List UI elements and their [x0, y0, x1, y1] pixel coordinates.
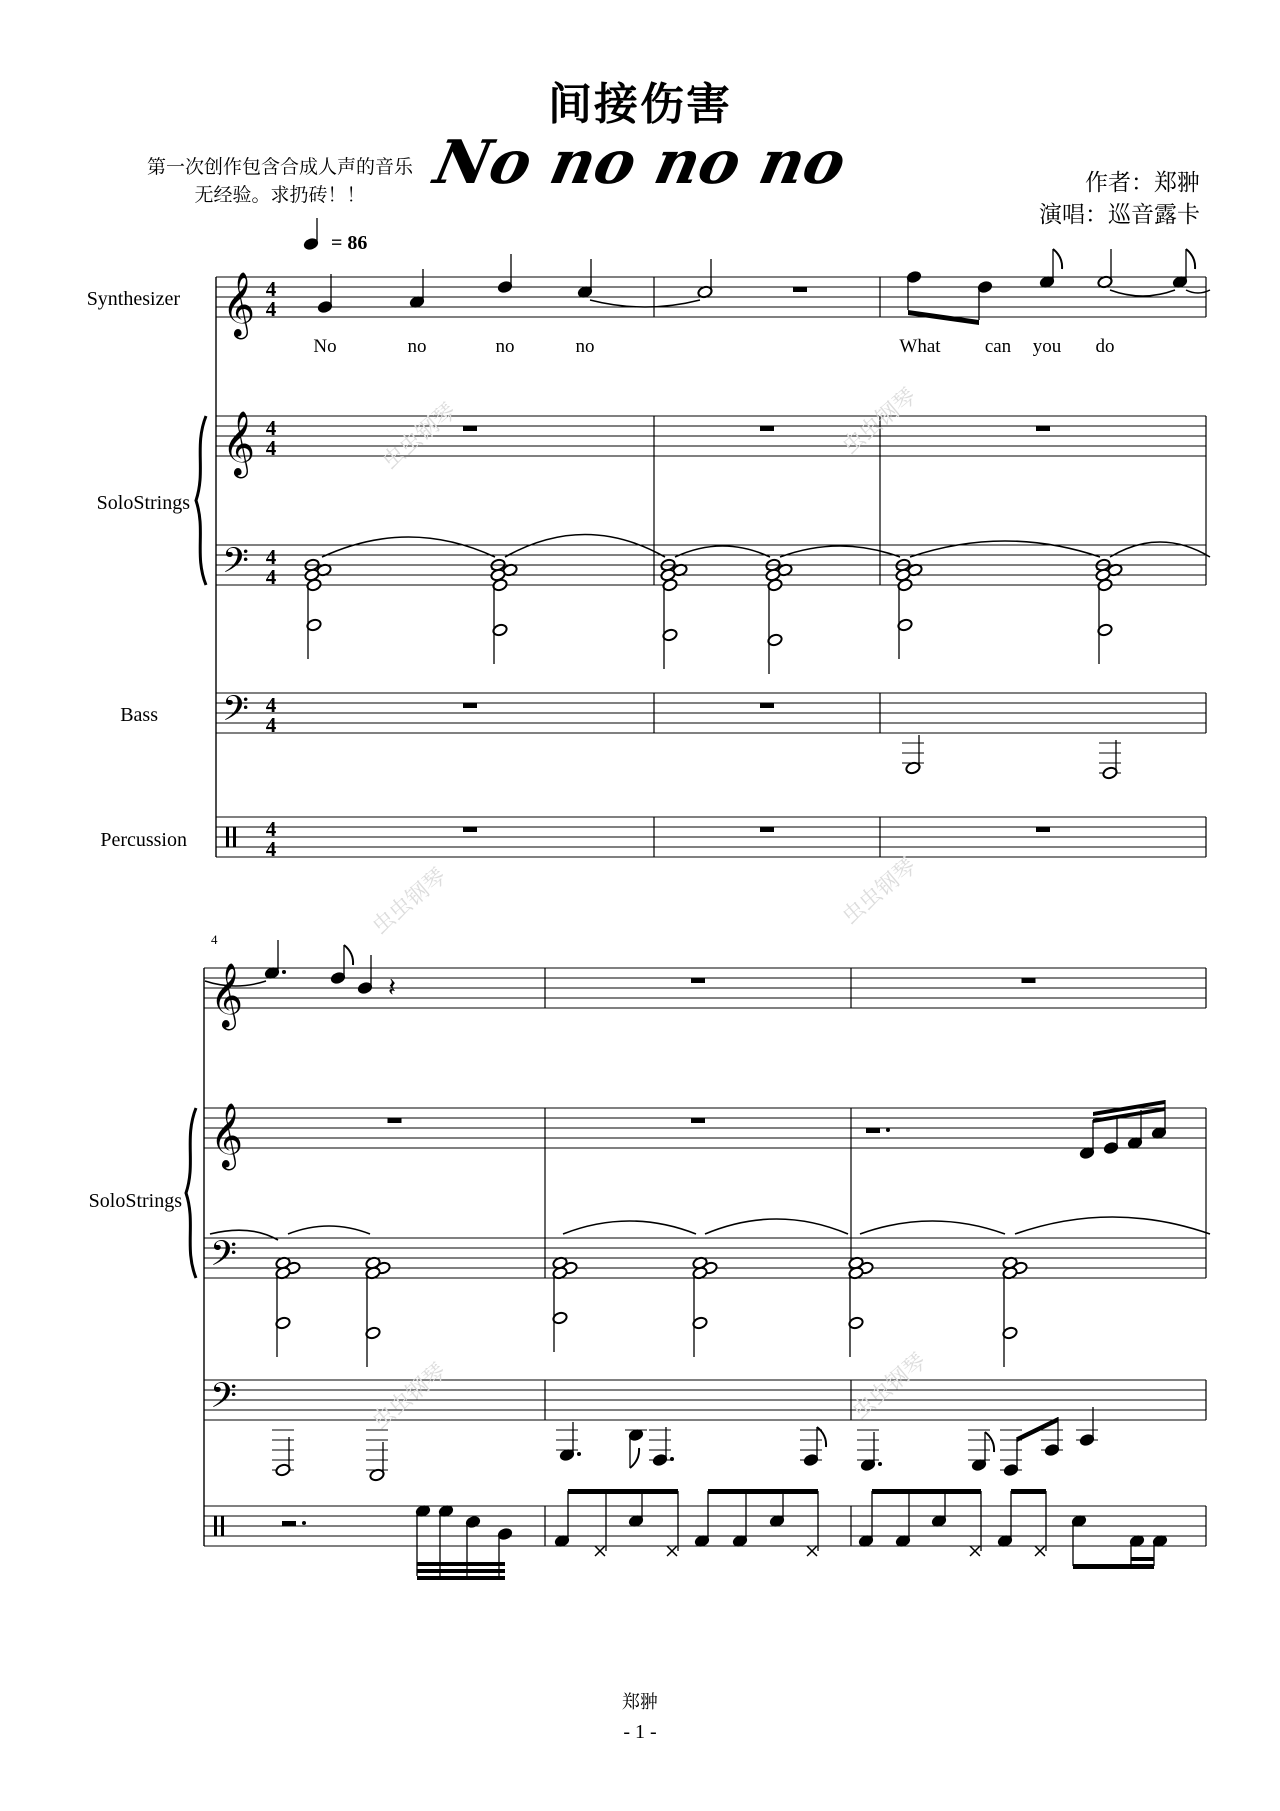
slur [860, 1221, 1005, 1234]
bass-clef-icon: 𝄢 [210, 1378, 238, 1424]
time-signature: 4 [265, 277, 277, 301]
whole-rest [691, 978, 705, 983]
whole-rest [793, 287, 807, 292]
whole-rest [760, 827, 774, 832]
instrument-label-synthesizer: Synthesizer [86, 288, 180, 310]
watermark-text: 虫虫钢琴 [377, 398, 461, 474]
bass-clef-icon: 𝄢 [210, 1236, 238, 1282]
dot [886, 1128, 890, 1132]
treble-clef-icon: 𝄞 [222, 274, 256, 336]
singer-credit: 演唱：巡音露卡 [1039, 202, 1200, 228]
lyric-word: can [984, 336, 1012, 357]
whole-rest [760, 426, 774, 431]
whole-rest [1022, 978, 1036, 983]
time-signature: 4 [265, 817, 277, 841]
composer-credit: 作者：郑翀 [1085, 170, 1200, 196]
instrument-label-solostrings: SoloStrings [96, 492, 190, 514]
time-signature: 4 [265, 713, 277, 737]
note-flag [630, 1448, 639, 1468]
bass-clef-icon: 𝄢 [222, 691, 250, 737]
author-note-line-2: 无经验。求扔砖！！ [194, 184, 366, 206]
brace [186, 1108, 196, 1278]
beam [1131, 1557, 1154, 1561]
beam [568, 1489, 678, 1494]
slur [322, 537, 495, 557]
instrument-label-solostrings: SoloStrings [88, 1190, 182, 1212]
slur [563, 1221, 696, 1234]
lyric-word: no [407, 336, 427, 357]
whole-rest [691, 1118, 705, 1123]
lyric-word: no [495, 336, 515, 357]
instrument-label-percussion: Percussion [100, 829, 187, 851]
measure-number: 4 [211, 932, 218, 947]
quarter-rest: 𝄽 [388, 973, 396, 1002]
watermark-text: 虫虫钢琴 [837, 383, 921, 459]
percussion-clef-icon [221, 1516, 224, 1536]
beam [417, 1576, 505, 1580]
percussion-clef-icon [214, 1516, 217, 1536]
whole-rest [1036, 827, 1050, 832]
time-signature: 4 [265, 297, 277, 321]
dot [670, 1457, 674, 1461]
score-title: 间接伤害 [548, 79, 732, 130]
time-signature: 4 [265, 545, 277, 569]
whole-rest [463, 827, 477, 832]
slur [1015, 1217, 1210, 1234]
tie [590, 300, 700, 307]
note-flag [1186, 249, 1195, 269]
beam [417, 1569, 505, 1573]
watermark-text: 虫虫钢琴 [847, 1348, 931, 1424]
percussion-clef-icon [226, 827, 229, 847]
whole-rest [1036, 426, 1050, 431]
time-signature: 4 [265, 416, 277, 440]
score-subtitle: No no no no [428, 128, 852, 198]
dot [282, 970, 286, 974]
half-rest [866, 1128, 880, 1133]
time-signature: 4 [265, 693, 277, 717]
watermark-text: 虫虫钢琴 [367, 1358, 451, 1434]
beam [417, 1562, 505, 1566]
note-flag [1053, 249, 1062, 269]
lyric-word: you [1032, 336, 1062, 357]
lyric-word: no [575, 336, 595, 357]
note-flag [344, 945, 353, 965]
time-signature: 4 [265, 837, 277, 861]
lyric-word: What [899, 336, 941, 357]
dot [878, 1462, 882, 1466]
watermark-text: 虫虫钢琴 [837, 853, 921, 929]
time-signature: 4 [265, 565, 277, 589]
beam [708, 1489, 818, 1494]
whole-rest [463, 426, 477, 431]
treble-clef-icon: 𝄞 [210, 965, 244, 1027]
whole-rest [388, 1118, 402, 1123]
slur [505, 535, 665, 558]
bass-clef-icon: 𝄢 [222, 543, 250, 589]
lyric-word: do [1095, 336, 1115, 357]
dot [302, 1521, 306, 1525]
treble-clef-icon: 𝄞 [222, 413, 256, 475]
whole-rest [463, 703, 477, 708]
page-number: - 1 - [623, 1721, 657, 1743]
beam [872, 1489, 981, 1494]
treble-clef-icon: 𝄞 [210, 1105, 244, 1167]
slur [288, 1226, 370, 1234]
beam [1011, 1489, 1046, 1494]
note-flag [985, 1432, 994, 1452]
whole-rest [760, 703, 774, 708]
footer-composer: 郑翀 [622, 1692, 658, 1713]
half-rest [282, 1521, 296, 1526]
watermark-text: 虫虫钢琴 [367, 863, 451, 939]
time-signature: 4 [265, 436, 277, 460]
beam [1073, 1564, 1154, 1569]
tempo-marking: = 86 [331, 232, 368, 254]
slur [705, 1219, 848, 1234]
lyric-word: No [313, 336, 337, 357]
percussion-clef-icon [233, 827, 236, 847]
author-note-line-1: 第一次创作包含合成人声的音乐 [146, 156, 413, 178]
instrument-label-bass: Bass [120, 704, 158, 726]
tie [1110, 290, 1175, 296]
brace [196, 416, 206, 585]
dot [577, 1452, 581, 1456]
